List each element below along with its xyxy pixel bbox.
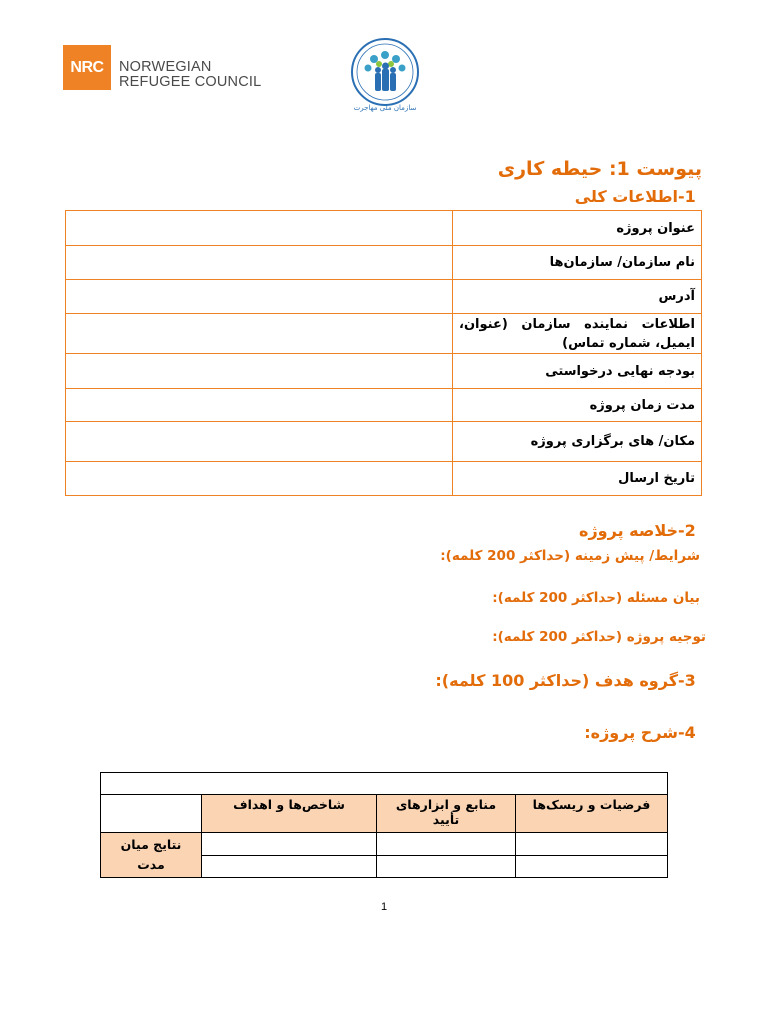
- nrc-logo: NRC: [63, 45, 111, 90]
- table-cell[interactable]: [377, 855, 516, 878]
- section-3-number: 3-: [678, 671, 696, 690]
- table-cell[interactable]: [516, 855, 668, 878]
- table-cell[interactable]: [202, 855, 377, 878]
- row-header-intermediate-results: نتایج میان مدت: [101, 833, 202, 878]
- section-1-heading: [575, 187, 718, 206]
- general-info-table: [65, 210, 702, 496]
- table-cell[interactable]: [377, 833, 516, 856]
- table-row: [101, 833, 668, 856]
- section-3-heading: [435, 671, 718, 690]
- section-1-number: 1-: [678, 187, 696, 206]
- page-number: 1: [380, 901, 388, 913]
- value-cell[interactable]: [66, 462, 453, 496]
- background-item: شرایط/ پیش زمینه (حداکثر 200 کلمه):: [440, 548, 700, 564]
- table-row: [66, 246, 702, 280]
- emblem-caption: سازمان ملی مهاجرت: [353, 104, 417, 112]
- page-title: پیوست 1: حیطه کاری: [497, 158, 702, 180]
- value-cell[interactable]: [66, 280, 453, 314]
- label-cell: تاریخ ارسال: [453, 462, 702, 496]
- value-cell[interactable]: [66, 246, 453, 280]
- section-2-number: 2-: [678, 521, 696, 540]
- table-row: [66, 211, 702, 246]
- table-title-cell[interactable]: [101, 773, 668, 795]
- table-cell[interactable]: [516, 833, 668, 856]
- label-cell: آدرس: [453, 280, 702, 314]
- column-header-assumptions: فرضیات و ریسک‌ها: [516, 795, 668, 833]
- label-cell: مدت زمان پروژه: [453, 389, 702, 422]
- section-4-title: شرح پروژه:: [584, 723, 678, 742]
- nrc-name-line1: NORWEGIAN: [119, 59, 212, 75]
- table-row: [66, 354, 702, 389]
- label-cell: عنوان پروژه: [453, 211, 702, 246]
- table-row: [101, 773, 668, 795]
- problem-statement-item: بیان مسئله (حداکثر 200 کلمه):: [492, 590, 700, 606]
- value-cell[interactable]: [66, 211, 453, 246]
- section-2-heading: [579, 521, 718, 540]
- table-row: [66, 462, 702, 496]
- table-row: [66, 389, 702, 422]
- header-corner-cell: [101, 795, 202, 833]
- label-cell: اطلاعات نماینده سازمان (عنوان، ایمیل، شماره تماس): [453, 314, 702, 354]
- value-cell[interactable]: [66, 354, 453, 389]
- section-3-title: گروه هدف (حداکثر 100 کلمه):: [435, 671, 678, 690]
- nrc-name: [119, 60, 261, 90]
- table-row: [66, 422, 702, 462]
- nrc-name-line2: REFUGEE COUNCIL: [119, 74, 262, 90]
- label-cell: نام سازمان/ سازمان‌ها: [453, 246, 702, 280]
- justification-item: توجیه پروژه (حداکثر 200 کلمه):: [492, 629, 706, 645]
- section-1-title: اطلاعات کلی: [574, 187, 678, 206]
- project-description-table: [100, 772, 668, 878]
- section-4-number: 4-: [678, 723, 696, 742]
- column-header-verification: منابع و ابزارهای تأیید: [377, 795, 516, 833]
- table-header-row: [101, 795, 668, 833]
- value-cell[interactable]: [66, 314, 453, 354]
- section-2-title: خلاصه پروژه: [579, 521, 678, 540]
- column-header-indicators: شاخص‌ها و اهداف: [202, 795, 377, 833]
- label-cell: مکان/ های برگزاری پروژه: [453, 422, 702, 462]
- section-4-heading: [584, 723, 718, 742]
- table-row: [66, 280, 702, 314]
- table-row: [66, 314, 702, 354]
- label-cell: بودجه نهایی درخواستی: [453, 354, 702, 389]
- value-cell[interactable]: [66, 389, 453, 422]
- table-cell[interactable]: [202, 833, 377, 856]
- value-cell[interactable]: [66, 422, 453, 462]
